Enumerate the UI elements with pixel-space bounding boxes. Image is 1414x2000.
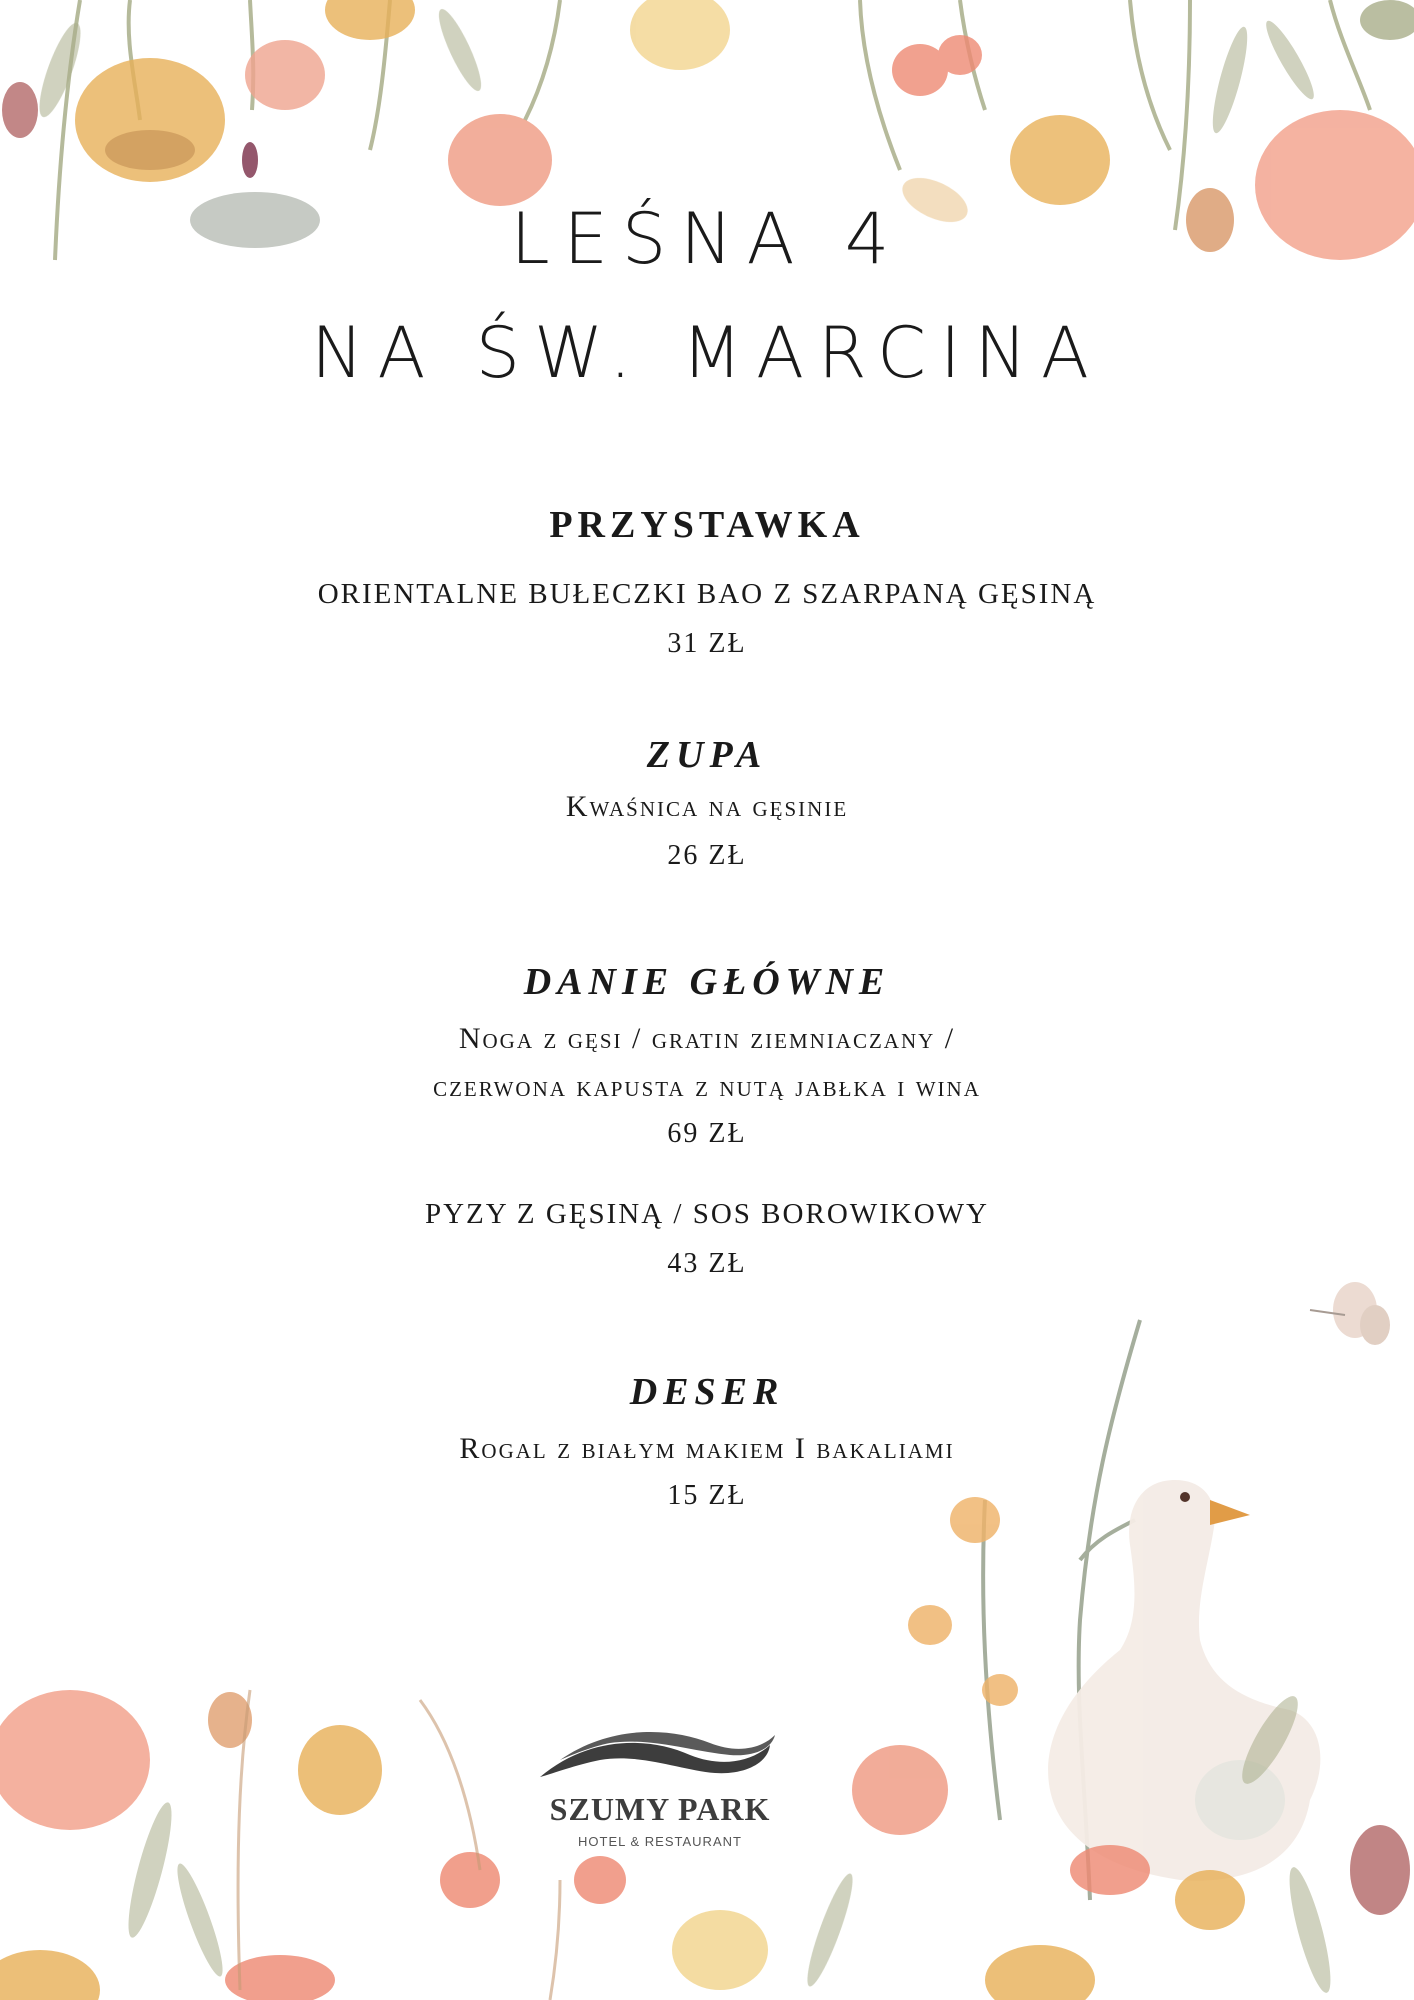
section-heading-soup: ZUPA (646, 734, 768, 776)
section-heading-starter: PRZYSTAWKA (549, 504, 865, 546)
page-title-line1: LEŚNA 4 (510, 198, 904, 280)
price-dessert: 15 ZŁ (667, 1480, 747, 1511)
price-starter: 31 ZŁ (667, 628, 747, 659)
logo-subtitle: HOTEL & RESTAURANT (578, 1834, 742, 1849)
price-main-2: 43 ZŁ (667, 1248, 747, 1279)
logo-name: SZUMY PARK (549, 1791, 771, 1827)
section-heading-dessert: DESER (629, 1371, 785, 1413)
dish-main-2: PYZY Z GĘSINĄ / SOS BOROWIKOWY (424, 1198, 989, 1230)
price-main-1: 69 ZŁ (667, 1118, 747, 1149)
dish-main-1-line1: Noga z gęsi / gratin ziemniaczany / (458, 1022, 956, 1055)
brand-logo (520, 1715, 800, 1865)
page-title-line2: NA ŚW. MARCINA (311, 312, 1103, 394)
dish-starter: ORIENTALNE BUŁECZKI BAO Z SZARPANĄ GĘSINĄ (317, 578, 1097, 610)
dish-dessert: Rogal z białym makiem I bakaliami (459, 1432, 955, 1465)
dish-soup: Kwaśnica na gęsinie (565, 790, 849, 823)
dish-main-1-line2: czerwona kapusta z nutą jabłka i wina (433, 1070, 981, 1103)
price-soup: 26 ZŁ (667, 840, 747, 871)
wave-logo-icon (520, 1715, 800, 1785)
section-heading-main: DANIE GŁÓWNE (523, 961, 891, 1003)
